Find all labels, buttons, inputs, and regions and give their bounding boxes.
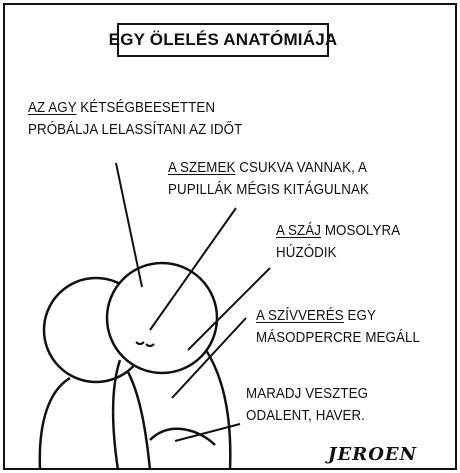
pointer-brain — [116, 163, 142, 287]
caption-brain-lead: AZ AGY — [28, 100, 77, 116]
caption-mouth-line2: HÚZÓDIK — [276, 245, 337, 261]
caption-heart-lead: A SZÍVVERÉS — [256, 308, 344, 324]
back-person-shoulder — [128, 372, 150, 470]
caption-brain — [28, 97, 242, 141]
caption-eyes-lead: A SZEMEK — [168, 160, 236, 176]
caption-brain-line2: PRÓBÁLJA LELASSÍTANI AZ IDŐT — [28, 122, 243, 138]
caption-eyes-line2: PUPILLÁK MÉGIS KITÁGULNAK — [168, 182, 369, 198]
caption-eyes-rest: CSUKVA VANNAK, A — [235, 160, 368, 176]
front-person-head — [107, 263, 217, 373]
caption-eyes — [168, 157, 369, 201]
title-box — [108, 23, 338, 57]
caption-hand-line2: ODALENT, HAVER. — [246, 408, 366, 424]
caption-hand-line1: MARADJ VESZTEG — [246, 386, 369, 402]
caption-heart-rest: EGY — [343, 308, 377, 324]
hugging-arm — [150, 429, 215, 445]
caption-mouth-lead: A SZÁJ — [276, 223, 322, 239]
caption-hand — [246, 383, 368, 427]
artist-signature: JEROEN — [328, 444, 418, 465]
caption-heart — [256, 305, 420, 349]
front-person-body-right — [206, 350, 230, 470]
back-person-body — [40, 378, 70, 470]
caption-brain-rest: KÉTSÉGBEESETTEN — [76, 100, 216, 116]
comic-title: EGY ÖLELÉS ANATÓMIÁJA — [108, 30, 338, 49]
caption-mouth — [276, 220, 400, 264]
caption-mouth-rest: MOSOLYRA — [321, 223, 401, 239]
caption-heart-line2: MÁSODPERCRE MEGÁLL — [256, 330, 421, 346]
